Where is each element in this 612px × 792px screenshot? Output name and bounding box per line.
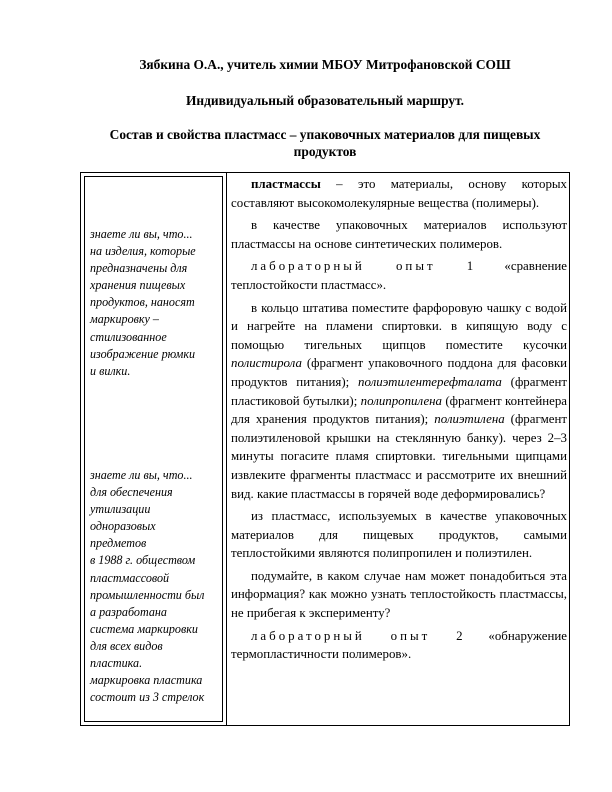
topic-title-line1: Состав и свойства пластмасс – упаковочных материалов для пищевых <box>109 127 541 142</box>
paragraph-question: подумайте, в каком случае нам может понадобиться эта информация? как можно узнать теплостойкость пластмассы, не прибегая к эксперименту? <box>231 568 567 621</box>
term-polypropylene: полипропилена <box>360 393 443 408</box>
note-line: состоит из 3 стрелок <box>90 690 205 705</box>
note-line: стилизованное <box>90 329 167 344</box>
lab-2-label: лабораторный опыт 2 <box>251 628 466 643</box>
route-title: Индивидуальный образовательный маршрут. <box>186 93 464 108</box>
note-line: знаете ли вы, что... <box>90 227 193 241</box>
note-line: хранения пищевых <box>90 278 186 293</box>
note-line: предметов <box>90 536 147 551</box>
note-line: а разработана <box>90 604 167 619</box>
note-line: утилизации <box>90 502 151 517</box>
content-table <box>80 172 570 726</box>
note-line: маркировку – <box>90 312 159 327</box>
did-you-know-note-2 <box>90 467 222 706</box>
paragraph-definition: пластмассы – это материалы, основу которых составляют высокомолекулярные вещества (полимеры). <box>231 177 567 210</box>
note-line: в 1988 г. обществом <box>90 553 196 568</box>
note-line: знаете ли вы, что... <box>90 468 193 482</box>
note-line: пластика. <box>90 656 143 671</box>
note-line: на изделия, которые <box>90 244 196 259</box>
did-you-know-note-1 <box>90 226 222 380</box>
note-line: для всех видов <box>90 638 163 653</box>
note-line: изображение рюмки <box>90 346 196 361</box>
main-text-cell <box>231 175 567 668</box>
term-polystyrene: полистирола <box>231 356 302 371</box>
note-line: продуктов, наносят <box>90 295 195 310</box>
note-line: и вилки. <box>90 363 131 378</box>
paragraph-conclusion: из пластмасс, используемых в качестве упаковочных материалов для пищевых продуктов, самыми теплостойкими являются полипропилен и полиэтилен. <box>231 509 567 561</box>
note-line: для обеспечения <box>90 485 173 500</box>
note-line: система маркировки <box>90 621 198 636</box>
paragraph-packaging: в качестве упаковочных материалов используют пластмассы на основе синтетических полимеров. <box>231 218 567 251</box>
sidebar-frame <box>84 176 223 722</box>
topic-title-line2: продуктов <box>293 144 357 159</box>
sidebar-cell <box>81 173 227 725</box>
term-plastics: пластмассы <box>251 177 321 191</box>
paragraph-lab-2-title: лабораторный опыт 2 «обнаружение термопластичности полимеров». <box>231 628 567 662</box>
topic-title <box>80 126 570 160</box>
lab-1-label: лабораторный опыт 1 <box>251 259 477 274</box>
note-line: предназначены для <box>90 261 188 276</box>
paragraph-lab-1-procedure: в кольцо штатива поместите фарфоровую чашку с водой и нагрейте на пламени спиртовки. в кипящую воду с помощью тигельных щипцов поместите кусочки полистирола (фрагмент упаковочного поддона для фасовки продуктов питания); полиэтилентерефталата (фрагмент пластиковой бутылки); полипропилена (фрагмент контейнера для хранения продуктов питания); полиэтилена (фрагмент полиэтиленовой крышки на стеклянную банку). через 2–3 минуты погасите пламя спиртовки. тигельными щипцами извлеките фрагменты пластмасс и рассмотрите их внешний вид. какие пластмассы в горячей воде деформировались? <box>231 300 568 501</box>
paragraph-lab-1-title: лабораторный опыт 1 «сравнение теплостойкости пластмасс». <box>231 259 567 292</box>
note-line: промышленности был <box>90 587 205 602</box>
author-line: Зябкина О.А., учитель химии МБОУ Митрофановской СОШ <box>139 57 511 72</box>
term-polyethylene: полиэтилена <box>434 412 505 427</box>
term-pet: полиэтилентерефталата <box>358 374 502 389</box>
note-line: пластмассовой <box>90 570 170 585</box>
note-line: маркировка пластика <box>90 673 203 688</box>
note-line: одноразовых <box>90 519 156 534</box>
